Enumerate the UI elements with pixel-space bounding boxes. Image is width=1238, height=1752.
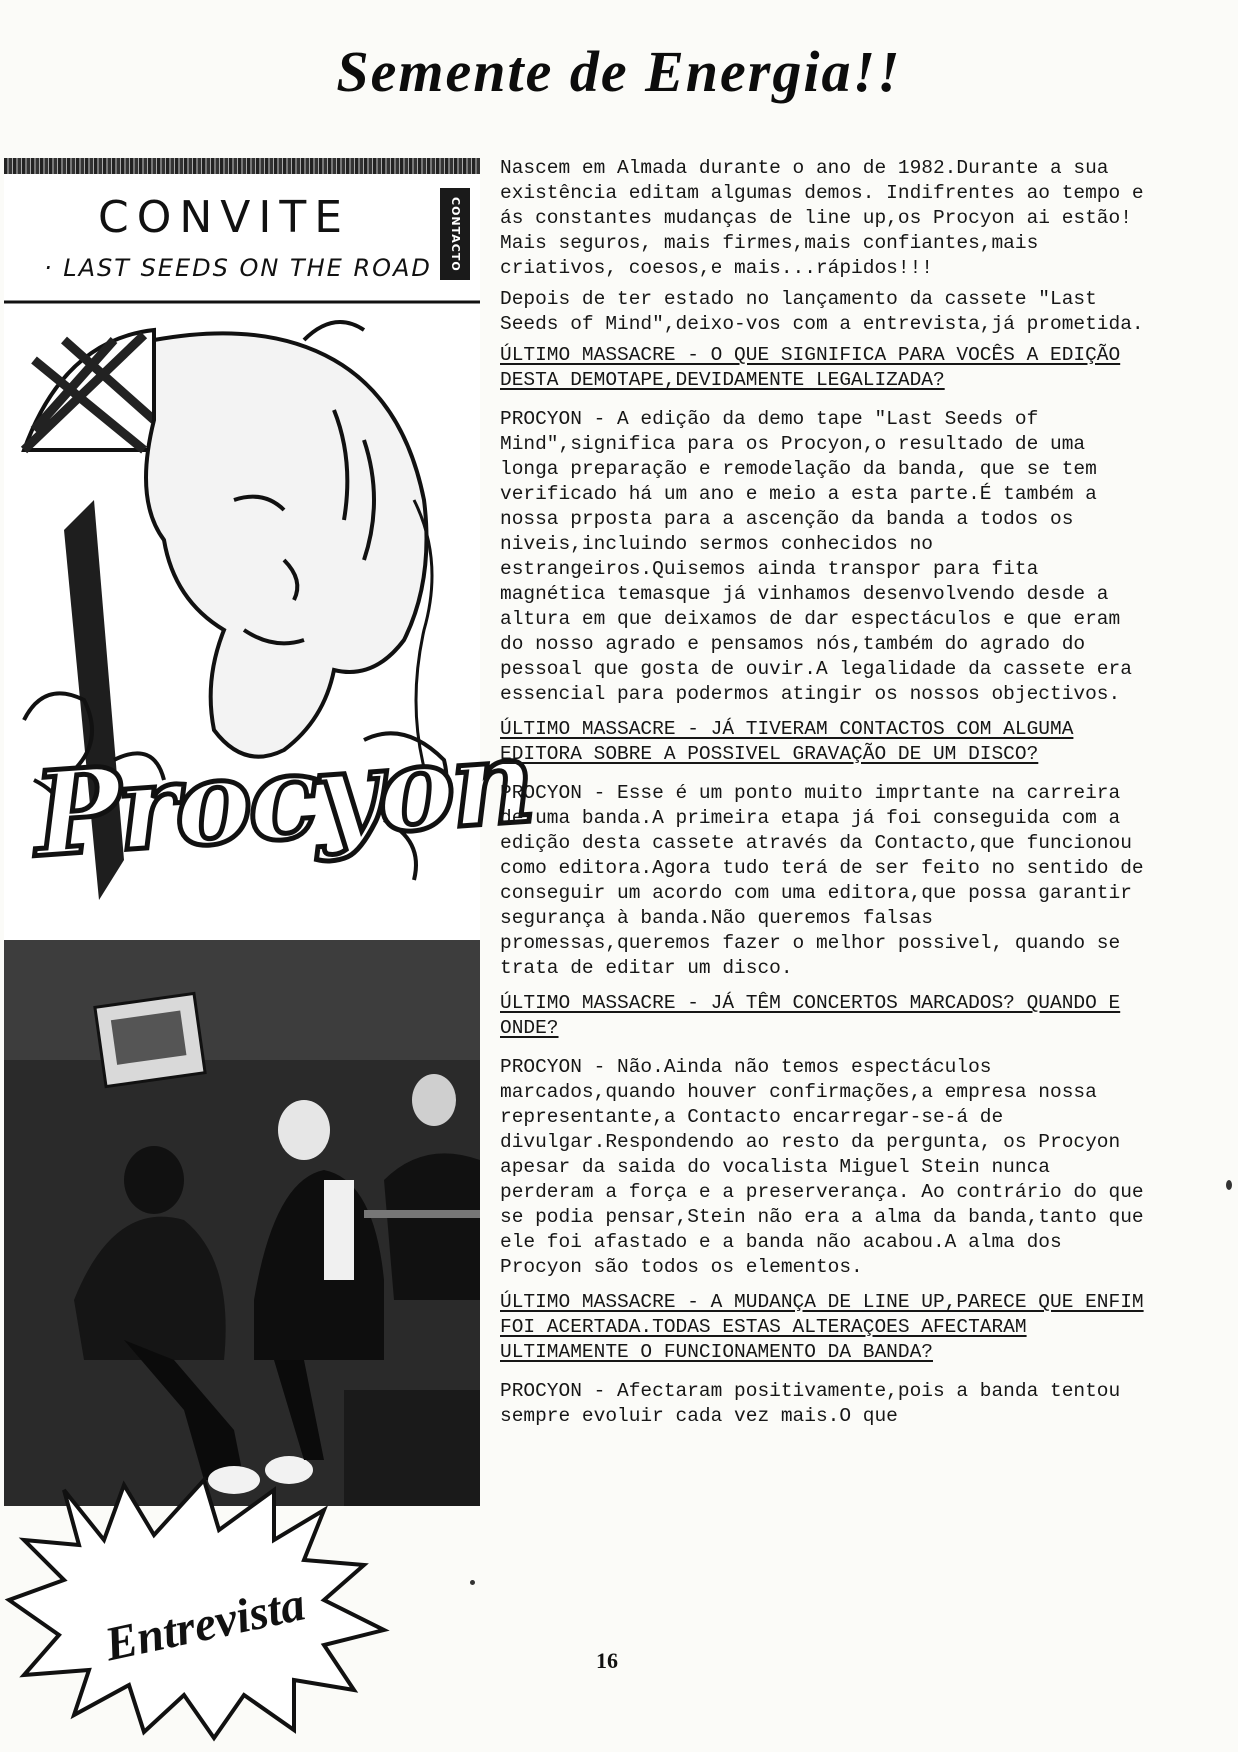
interview-answer: PROCYON - A edição da demo tape "Last Seeds of Mind",significa para os Procyon,o resultado de uma longa preparação e remodelação da banda, que se tem verificado há um ano e meio a esta parte.É também a nossa prposta para a ascenção da banda a todos os niveis,incluindo sermos conhecidos no estrangeiros.Quisemos ainda transpor para fita magnética temasque já vinhamos desenvolvendo desde a altura em que deixamos de dar espectáculos e que eram do nosso agrado e pensamos nós,também do agrado do pessoal que gosta de ouvir.A legalidade da cassete era essencial para podermos atingir os nossos objectivos.	[500, 408, 1132, 705]
procyon-logo: Procyon	[29, 713, 536, 884]
interview-answer: PROCYON - Esse é um ponto muito imprtante na carreira de uma banda.A primeira etapa já foi conseguida com a edição desta cassete através da Contacto,que funcionou como editora.Agora tudo terá de ser feito no sentido de conseguir um acordo com uma editora,que possa garantir segurança à banda.Não queremos falsas promessas,queremos fazer o melhor possivel, quando se trata de editar um disco.	[500, 782, 1144, 979]
interview-question: ÚLTIMO MASSACRE - JÁ TÊM CONCERTOS MARCADOS? QUANDO E ONDE?	[500, 992, 1121, 1039]
flyer-texture-band	[4, 158, 480, 174]
scan-speck	[470, 1580, 475, 1585]
interview-question: ÚLTIMO MASSACRE - JÁ TIVERAM CONTACTOS COM ALGUMA EDITORA SOBRE A POSSIVEL GRAVAÇÃO DE UM DISCO?	[500, 718, 1074, 765]
entrevista-badge	[4, 1470, 404, 1740]
band-photo	[4, 940, 480, 1506]
interview-article	[500, 156, 1150, 1439]
interview-question: ÚLTIMO MASSACRE - O QUE SIGNIFICA PARA VOCÊS A EDIÇÃO DESTA DEMOTAPE,DEVIDAMENTE LEGALIZADA?	[500, 344, 1121, 391]
interview-question: ÚLTIMO MASSACRE - A MUDANÇA DE LINE UP,PARECE QUE ENFIM FOI ACERTADA.TODAS ESTAS ALTERAÇOES AFECTARAM ULTIMAMENTE O FUNCIONAMENTO DA BANDA?	[500, 1291, 1144, 1363]
interview-answer: PROCYON - Afectaram positivamente,pois a banda tentou sempre evoluir cada vez mais.O que	[500, 1380, 1121, 1427]
page-title: Semente de Energia!!	[336, 39, 902, 104]
contacto-stamp: CONTACTO	[440, 188, 470, 280]
flyer-illustration	[4, 300, 536, 1506]
intro-paragraph: Nascem em Almada durante o ano de 1982.Durante a sua existência editam algumas demos. Indifrentes ao tempo e ás constantes mudanças de line up,os Procyon ai estão! Mais seguros, mais firmes,mais confiantes,mais criativos, coesos,e mais...rápidos!!!	[500, 157, 1144, 279]
scan-speck	[1226, 1180, 1232, 1190]
flyer-subheading: · LAST SEEDS ON THE ROAD	[44, 254, 432, 282]
page-number: 16	[596, 1648, 618, 1673]
intro-paragraph: Depois de ter estado no lançamento da cassete "Last Seeds of Mind",deixo-vos com a entrevista,já prometida.	[500, 288, 1144, 335]
badge-label: Entrevista	[100, 1577, 310, 1672]
flyer-panel	[4, 158, 536, 1506]
flyer-heading: CONVITE	[97, 192, 351, 243]
interview-answer: PROCYON - Não.Ainda não temos espectáculos marcados,quando houver confirmações,a empresa nossa representante,a Contacto encarregar-se-á de divulgar.Respondendo ao resto da pergunta, os Procyon apesar da saida do vocalista Miguel Stein nunca perderam a força e a preserverança. Ao contrário do que se podia pensar,Stein não era a alma da banda,tanto que ele foi afastado e a banda não acabou.A alma dos Procyon são todos os elementos.	[500, 1056, 1144, 1278]
